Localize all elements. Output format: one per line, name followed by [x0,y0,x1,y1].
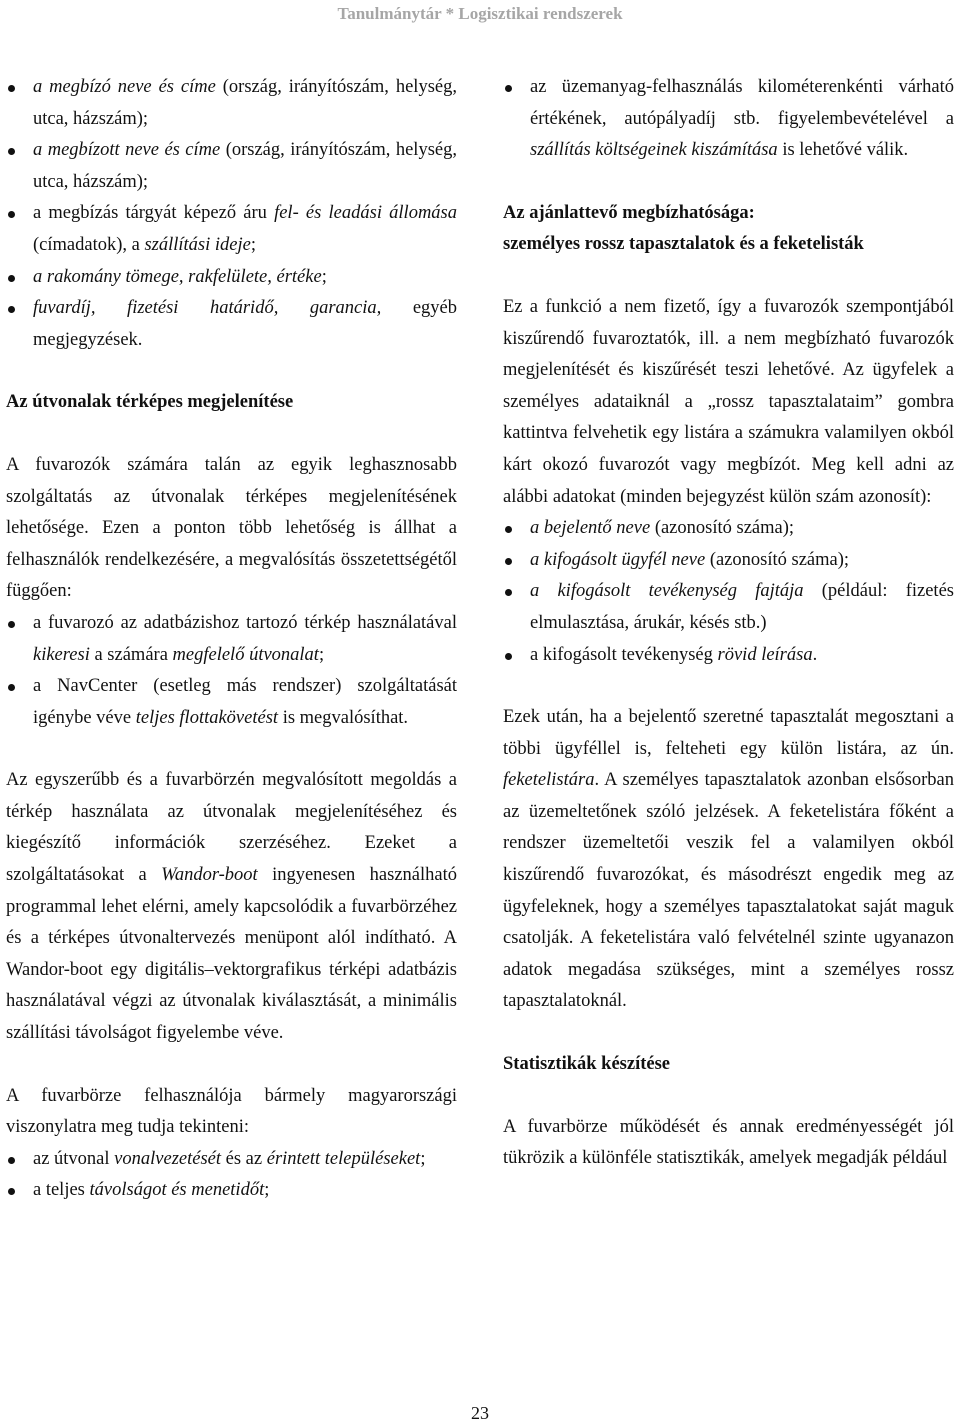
section-heading-reliability: Az ajánlattevő megbízhatósága: [503,202,755,223]
italic-text: Wandor-boot [161,865,258,886]
list-item [6,135,457,198]
text-run: ingyenesen használható programmal lehet elérni, amely kapcsolódik a fuvarbörzéhez és a térképes útvonaltervezés menüpont alól indítható. A Wandor-boot egy digitális–vektorgrafikus térképi adatbázis használatával végzi az útvonalak kiválasztását, a minimális szállítási távolságot figyelembe véve. [6,865,457,1044]
italic-text: rövid leírása [717,644,813,665]
italic-text: a megbízott neve és címe [33,140,221,161]
left-column [6,72,457,1207]
italic-text: a bejelentő neve [530,518,651,539]
paragraph: A fuvarozók számára talán az egyik leghasznosabb szolgáltatás az útvonalak térképes megjelenítésének lehetősége. Ezen a ponton több lehetőség is állhat a felhasználók rendelkezésére, a megvalósítás összetettségétől függően: [6,454,457,602]
text-run: a kifogásolt tevékenység [530,644,718,665]
list-item [6,608,457,671]
italic-text: szállítási ideje [144,234,251,255]
text-run: (ország, irányítószám, helység, utca, házszám); [33,140,457,192]
text-run: ; [250,234,256,255]
viewable-info-list [6,1144,457,1207]
italic-text: kikeresi [33,644,90,665]
cost-list [503,72,954,167]
header-brand: Tanulmánytár [337,4,442,23]
list-item [6,671,457,734]
text-run: is megvalósíthat. [278,707,409,728]
paragraph: A fuvarbörze működését és annak eredményességét jól tükrözik a különféle statisztikák, amelyek megadják például [503,1116,954,1169]
text-run: az üzemanyag-felhasználás kilométerenkénti várható értékének, autópályadíj stb. figyelembevételével a [530,77,954,129]
italic-text: feketelistára [503,770,595,791]
text-run: (például: fizetés elmulasztása, árukár, késés stb.) [530,581,954,633]
text-run: (ország, irányítószám, helység, utca, házszám); [33,77,457,129]
text-run: a teljes [33,1180,90,1201]
paragraph: A fuvarbörze felhasználója bármely magyarországi viszonylatra meg tudja tekinteni: [6,1085,457,1138]
italic-text: fuvardíj, fizetési határidő, garancia, [33,298,382,319]
italic-text: vonalvezetését [114,1148,222,1169]
italic-text: a kifogásolt tevékenység fajtája [530,581,804,602]
order-details-list [6,72,457,356]
italic-text: a megbízó neve és címe [33,77,216,97]
header-separator: * [441,4,459,23]
italic-text: távolságot és menetidőt [89,1180,265,1201]
list-item [6,262,457,294]
text-run: ; [318,644,325,665]
text-run: ; [264,1180,270,1201]
list-item [6,1144,457,1176]
list-item [503,576,954,639]
text-run: az útvonal [33,1148,115,1169]
text-run: (címadatok), a [33,234,145,255]
italic-text: teljes flottakövetést [135,707,279,728]
text-run: a fuvarozó az adatbázishoz tartozó térkép használatával [33,612,457,633]
section-heading-route-map: Az útvonalak térképes megjelenítése [6,392,294,413]
text-run: egyéb megjegyzések. [33,298,457,350]
text-run: is lehetővé válik. [777,140,909,161]
italic-text: a kifogásolt ügyfél neve [530,549,706,570]
list-item [6,72,457,135]
list-item [503,545,954,577]
italic-text: érintett településeket [266,1148,421,1169]
text-run: és az [221,1148,267,1169]
report-fields-list [503,513,954,671]
paragraph: Ez a funkció a nem fizető, így a fuvarozók szempontjából kiszűrendő fuvaroztatók, ill. a nem megbízható fuvarozók megjelenítését és kiszűrését teszi lehetővé. Az ügyfelek a személyes adataiknál a „rossz tapasztalataim” gombra kattintva felvehetik egy listára a számukra valamilyen okból kárt okozó fuvarozót vagy megbízót. Meg kell adni az alábbi adatokat (minden bejegyzést külön szám azonosít): [503,296,954,507]
paragraph [6,765,457,1049]
text-run: a megbízás tárgyát képező áru [33,203,275,224]
right-column [503,72,954,1175]
text-run: (azonosító száma); [705,549,850,570]
section-subheading-blacklists: személyes rossz tapasztalatok és a feketelisták [503,234,864,255]
text-run: Az egyszerűbb és a fuvarbörzén megvalósított megoldás a térkép használata az útvonalak megjelenítéséhez és kiegészítő információk szerzéséhez. Ezeket a szolgáltatásokat a [6,770,457,886]
list-item [503,513,954,545]
text-run: a számára [89,644,173,665]
italic-text: megfelelő útvonalat [172,644,319,665]
italic-text: a rakomány tömege, rakfelülete, értéke [33,266,322,287]
page-number: 23 [471,1403,489,1423]
text-run: Ezek után, ha a bejelentő szeretné tapasztalát megosztani a többi ügyféllel is, felteheti egy külön listára, az ún. [503,707,954,759]
running-header [0,4,960,24]
header-title: Logisztikai rendszerek [458,4,623,23]
text-run: ; [420,1148,426,1169]
route-options-list [6,608,457,734]
section-heading-statistics: Statisztikák készítése [503,1054,670,1075]
italic-text: fel- és leadási állomása [274,203,458,224]
list-item [503,72,954,167]
italic-text: szállítás költségeinek kiszámítása [530,140,778,161]
text-run: a NavCenter (esetleg más rendszer) szolgáltatását igénybe véve [33,676,457,728]
list-item [6,1175,457,1207]
list-item [6,293,457,356]
text-run: (azonosító száma); [650,518,795,539]
text-run: . [812,644,818,665]
text-run: ; [321,266,327,287]
list-item [503,640,954,672]
text-run: . A személyes tapasztalatok azonban elsősorban az üzemeltetőnek szóló jelzések. A feketelistára főként a rendszer üzemeltetői veszik fel a valamilyen okból kiszűrendő fuvarozókat, és másodrészt engedik meg az ügyfeleknek, hogy a személyes tapasztalatokat saját maguk csatolják. A feketelistára való felvételnél szinte ugyanazon adatok megadása szükséges, mint a személyes rossz tapasztalatoknál. [503,770,954,1012]
list-item [6,198,457,261]
paragraph [503,702,954,1018]
